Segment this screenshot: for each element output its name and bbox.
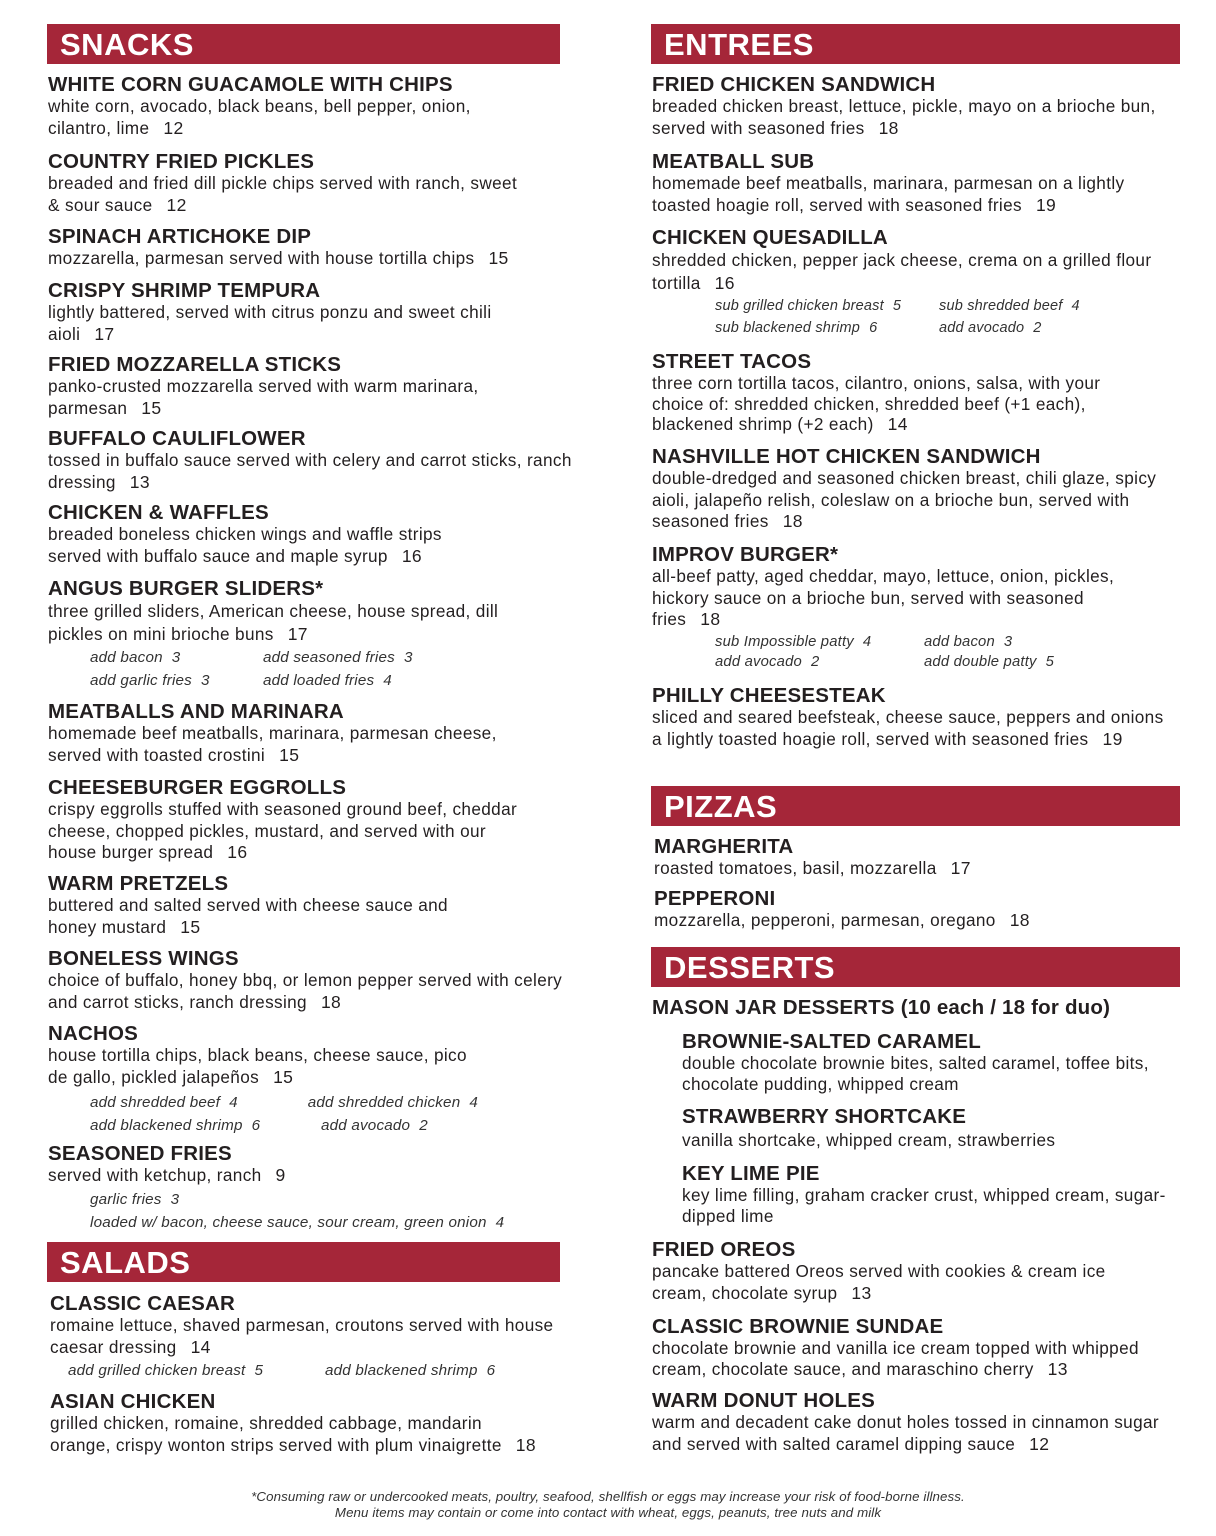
item-price: 19: [1102, 728, 1123, 749]
menu-item: [652, 1239, 1162, 1304]
addon: add loaded fries 4: [263, 672, 392, 689]
item-desc: white corn, avocado, black beans, bell pepper, onion, cilantro, lime 12: [48, 96, 471, 138]
menu-item: [48, 280, 558, 345]
item-name: SPINACH ARTICHOKE DIP: [48, 225, 312, 248]
item-price: 15: [180, 916, 201, 937]
item-name: STRAWBERRY SHORTCAKE: [682, 1105, 967, 1128]
item-price: 18: [515, 1434, 536, 1455]
addon: sub blackened shrimp 6: [715, 320, 878, 336]
addon: sub Impossible patty 4: [715, 633, 872, 650]
item-desc: lightly battered, served with citrus ponzu and sweet chili aioli 17: [48, 302, 492, 344]
item-price: 13: [851, 1282, 872, 1303]
menu-item: [652, 1316, 1182, 1379]
menu-item: [654, 836, 1164, 880]
item-desc: breaded and fried dill pickle chips served with ranch, sweet & sour sauce 12: [48, 173, 518, 215]
addon: garlic fries 3: [90, 1190, 180, 1208]
section-header-salads: SALADS: [47, 1242, 560, 1282]
menu-item: [652, 544, 1132, 672]
item-price: 16: [714, 273, 735, 293]
item-name: MEATBALLS AND MARINARA: [48, 700, 344, 723]
item-desc: roasted tomatoes, basil, mozzarella 17: [654, 858, 971, 878]
item-name: MARGHERITA: [654, 835, 794, 858]
addon: add shredded beef 4: [90, 1094, 238, 1111]
addon: add seasoned fries 3: [263, 649, 413, 666]
item-desc: pancake battered Oreos served with cookies & cream ice cream, chocolate syrup 13: [652, 1261, 1106, 1303]
item-price: 9: [275, 1165, 286, 1185]
item-price: 12: [166, 194, 187, 215]
addon: sub grilled chicken breast 5: [715, 298, 902, 314]
menu-item: [48, 1143, 578, 1234]
item-name: WARM DONUT HOLES: [652, 1389, 875, 1412]
item-desc: breaded boneless chicken wings and waffle strips served with buffalo sauce and maple syrup 16: [48, 524, 442, 566]
item-name: NASHVILLE HOT CHICKEN SANDWICH: [652, 445, 1041, 468]
section-header-pizzas: PIZZAS: [651, 786, 1180, 826]
item-name: CHICKEN & WAFFLES: [48, 501, 269, 524]
item-desc: homemade beef meatballs, marinara, parmesan cheese, served with toasted crostini 15: [48, 723, 497, 765]
addon: add bacon 3: [924, 633, 1013, 650]
item-name: SEASONED FRIES: [48, 1142, 232, 1165]
item-desc: panko-crusted mozzarella served with warm marinara, parmesan 15: [48, 376, 479, 418]
item-name: BUFFALO CAULIFLOWER: [48, 427, 306, 450]
item-price: 17: [287, 624, 308, 644]
menu-item: [652, 351, 1152, 435]
menu-item: [682, 1163, 1187, 1226]
addons: [50, 1359, 560, 1382]
item-name: CHICKEN QUESADILLA: [652, 226, 888, 249]
item-name: ANGUS BURGER SLIDERS*: [48, 577, 324, 600]
menu-item: [50, 1391, 540, 1456]
addons: [48, 646, 548, 692]
section-header-snacks: SNACKS: [47, 24, 560, 64]
menu-item: [48, 578, 548, 692]
addons: [652, 295, 1172, 339]
addon: add blackened shrimp 6: [325, 1362, 496, 1379]
menu-item: [682, 1106, 1182, 1152]
item-price: 14: [190, 1336, 211, 1357]
item-name: STREET TACOS: [652, 350, 812, 373]
item-name: FRIED MOZZARELLA STICKS: [48, 353, 342, 376]
item-desc: mozzarella, parmesan served with house tortilla chips 15: [48, 248, 509, 268]
menu-item: [48, 428, 573, 493]
item-desc: choice of buffalo, honey bbq, or lemon pepper served with celery and carrot sticks, ranch dressing 18: [48, 970, 563, 1012]
item-desc: three grilled sliders, American cheese, house spread, dill pickles on mini brioche buns 17: [48, 601, 499, 644]
item-price: 13: [1047, 1358, 1068, 1379]
item-price: 12: [163, 117, 184, 138]
addons: [48, 1188, 578, 1234]
item-name: FRIED CHICKEN SANDWICH: [652, 73, 936, 96]
menu-item: [652, 1390, 1172, 1455]
menu-item: [48, 354, 538, 419]
item-name: BROWNIE-SALTED CARAMEL: [682, 1030, 981, 1053]
mason-jar-heading: MASON JAR DESSERTS (10 each / 18 for duo): [652, 996, 1111, 1019]
item-name: PHILLY CHEESESTEAK: [652, 684, 886, 707]
item-name: ASIAN CHICKEN: [50, 1390, 216, 1413]
addons: [48, 1091, 478, 1137]
menu-item: [48, 777, 538, 864]
menu-item: [48, 226, 578, 270]
item-desc: shredded chicken, pepper jack cheese, crema on a grilled flour tortilla 16: [652, 250, 1152, 293]
menu-item: [652, 685, 1167, 750]
item-desc: homemade beef meatballs, marinara, parmesan on a lightly toasted hoagie roll, served with seasoned fries 19: [652, 173, 1125, 215]
menu-item: [48, 873, 498, 938]
item-name: PEPPERONI: [654, 887, 776, 910]
item-price: 17: [94, 323, 115, 344]
item-desc: house tortilla chips, black beans, cheese sauce, pico de gallo, pickled jalapeños 15: [48, 1045, 467, 1087]
item-desc: buttered and salted served with cheese sauce and honey mustard 15: [48, 895, 448, 937]
addon: add double patty 5: [924, 653, 1055, 670]
item-name: CLASSIC CAESAR: [50, 1292, 236, 1315]
addon: add shredded chicken 4: [307, 1094, 478, 1111]
item-price: 18: [878, 117, 899, 138]
menu-item: [652, 74, 1172, 139]
item-desc: all-beef patty, aged cheddar, mayo, lettuce, onion, pickles, hickory sauce on a brioche bun, served with seasoned fries 18: [652, 566, 1115, 629]
addon: add bacon 3: [90, 649, 181, 666]
menu-item: [682, 1031, 1182, 1094]
disclaimer-line-1: *Consuming raw or undercooked meats, poultry, seafood, shellfish or eggs may increase your risk of food-borne illness.: [251, 1489, 965, 1504]
disclaimer-line-2: Menu items may contain or come into contact with wheat, eggs, peanuts, tree nuts and milk: [334, 1505, 882, 1520]
menu-item: [652, 446, 1172, 533]
item-name: CHEESEBURGER EGGROLLS: [48, 776, 347, 799]
item-desc: three corn tortilla tacos, cilantro, onions, salsa, with your choice of: shredded chicken, shredded beef (+1 each), blackened shrimp (+2 each) 14: [652, 373, 1101, 434]
item-name: FRIED OREOS: [652, 1238, 796, 1261]
item-desc: mozzarella, pepperoni, parmesan, oregano 18: [654, 910, 1030, 930]
item-price: 13: [129, 471, 150, 492]
item-desc: double chocolate brownie bites, salted caramel, toffee bits, chocolate pudding, whipped cream: [682, 1053, 1149, 1094]
item-desc: romaine lettuce, shaved parmesan, croutons served with house caesar dressing 14: [50, 1315, 554, 1357]
menu-item: [48, 74, 528, 139]
menu-item: [48, 701, 553, 766]
item-price: 15: [279, 744, 300, 765]
item-name: WARM PRETZELS: [48, 872, 229, 895]
item-price: 16: [401, 545, 423, 566]
menu-item: [652, 151, 1162, 216]
addon: add avocado 2: [715, 653, 820, 670]
item-name: WHITE CORN GUACAMOLE WITH CHIPS: [48, 73, 453, 96]
item-name: CLASSIC BROWNIE SUNDAE: [652, 1315, 944, 1338]
item-price: 12: [1029, 1433, 1050, 1454]
item-price: 15: [488, 248, 509, 268]
allergen-disclaimer: [0, 1489, 1216, 1521]
item-name: BONELESS WINGS: [48, 947, 239, 970]
addon: sub shredded beef 4: [939, 298, 1080, 314]
item-price: 18: [320, 991, 342, 1012]
item-name: IMPROV BURGER*: [652, 543, 839, 566]
item-desc: grilled chicken, romaine, shredded cabbage, mandarin orange, crispy wonton strips served with plum vinaigrette 18: [50, 1413, 536, 1455]
item-desc: sliced and seared beefsteak, cheese sauce, peppers and onions a lightly toasted hoagie roll, served with seasoned fries 19: [652, 707, 1164, 749]
section-header-entrees: ENTREES: [651, 24, 1180, 64]
item-name: NACHOS: [48, 1022, 139, 1045]
addon: loaded w/ bacon, cheese sauce, sour cream, green onion 4: [90, 1213, 505, 1231]
item-price: 19: [1035, 194, 1057, 215]
addon: add blackened shrimp 6: [90, 1117, 261, 1134]
item-name: COUNTRY FRIED PICKLES: [48, 150, 315, 173]
item-name: CRISPY SHRIMP TEMPURA: [48, 279, 321, 302]
item-desc: tossed in buffalo sauce served with celery and carrot sticks, ranch dressing 13: [48, 450, 572, 492]
item-price: 16: [227, 842, 248, 862]
left-column: [47, 0, 572, 1536]
addon: add avocado 2: [321, 1117, 428, 1134]
item-price: 17: [950, 858, 971, 878]
item-desc: warm and decadent cake donut holes tossed in cinnamon sugar and served with salted caramel dipping sauce 12: [652, 1412, 1159, 1454]
item-price: 18: [782, 511, 803, 531]
item-desc: vanilla shortcake, whipped cream, strawberries: [682, 1130, 1056, 1150]
item-name: MEATBALL SUB: [652, 150, 815, 173]
menu-item: [654, 888, 1164, 932]
menu-item: [48, 502, 498, 567]
item-price: 18: [1009, 910, 1030, 930]
item-name: KEY LIME PIE: [682, 1162, 820, 1185]
addons: [652, 632, 1132, 672]
item-price: 15: [141, 397, 162, 418]
item-price: 14: [887, 414, 908, 434]
menu-item: [48, 1023, 478, 1137]
item-price: 18: [700, 609, 721, 629]
addon: add grilled chicken breast 5: [68, 1362, 264, 1379]
item-price: 15: [273, 1066, 294, 1087]
item-desc: crispy eggrolls stuffed with seasoned ground beef, cheddar cheese, chopped pickles, mustard, and served with our house burger spread 16: [48, 799, 518, 862]
menu-item: [50, 1293, 560, 1382]
item-desc: served with ketchup, ranch 9: [48, 1165, 286, 1185]
menu-item: [48, 948, 578, 1013]
item-desc: key lime filling, graham cracker crust, whipped cream, sugar-dipped lime: [682, 1185, 1166, 1226]
item-desc: chocolate brownie and vanilla ice cream topped with whipped cream, chocolate sauce, and maraschino cherry 13: [652, 1338, 1139, 1379]
item-desc: breaded chicken breast, lettuce, pickle, mayo on a brioche bun, served with seasoned fries 18: [652, 96, 1156, 138]
item-desc: double-dredged and seasoned chicken breast, chili glaze, spicy aioli, jalapeño relish, coleslaw on a brioche bun, served with seasoned fries 18: [652, 468, 1157, 531]
section-header-desserts: DESSERTS: [651, 947, 1180, 987]
right-column: [651, 0, 1181, 1536]
addon: add garlic fries 3: [90, 672, 210, 689]
menu-item: [48, 151, 528, 216]
menu-item: [652, 227, 1172, 339]
addon: add avocado 2: [939, 320, 1042, 336]
